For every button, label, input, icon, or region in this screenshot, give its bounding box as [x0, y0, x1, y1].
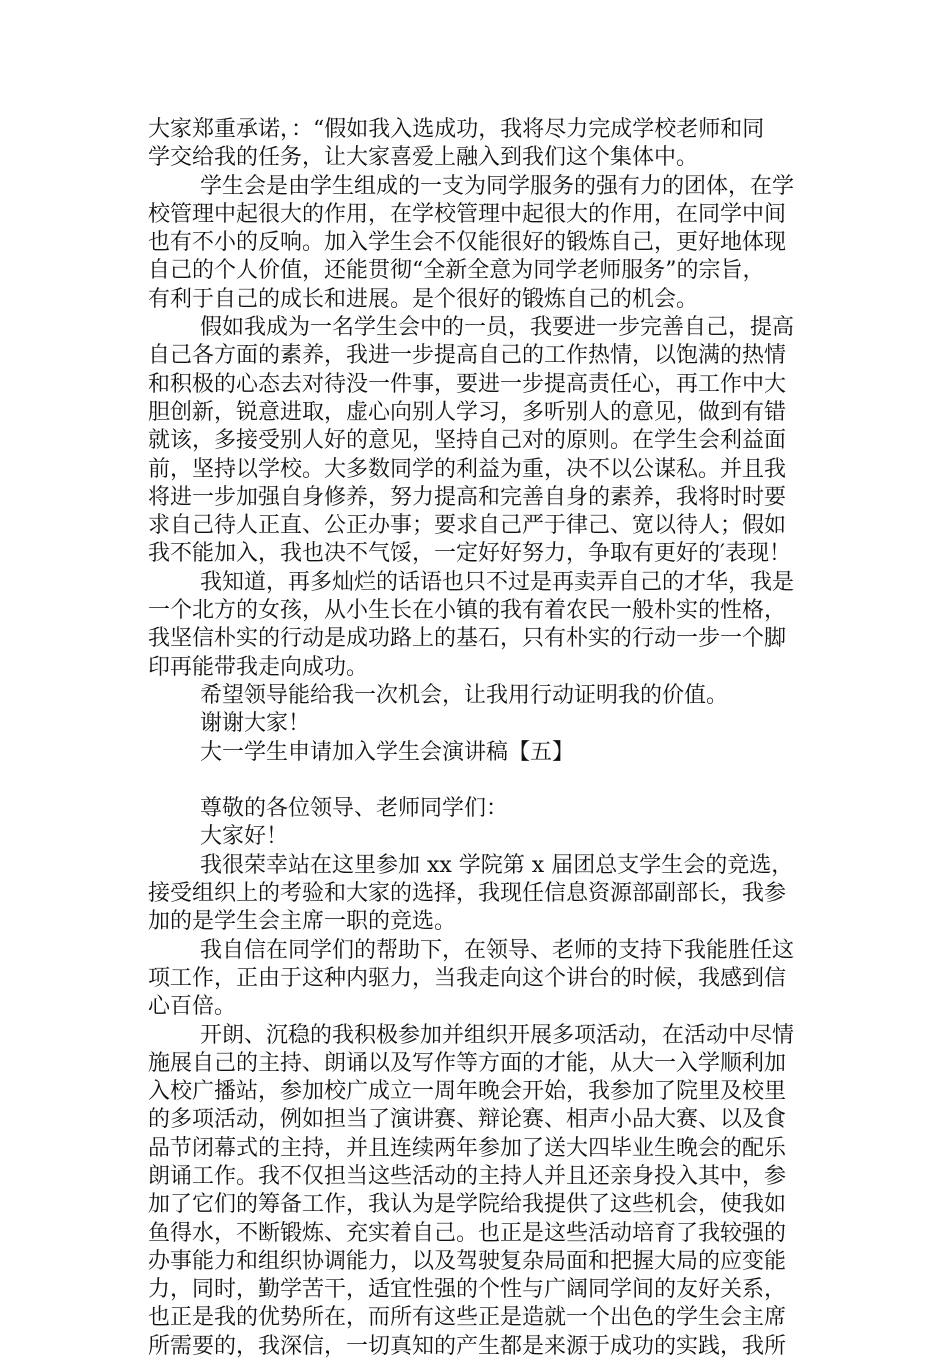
- text-line: 我坚信朴实的行动是成功路上的基石，只有朴实的行动一步一个脚: [148, 626, 787, 652]
- closing-line: 谢谢大家！: [200, 711, 311, 737]
- text-line: 将进一步加强自身修养，努力提高和完善自身的素养，我将时时要: [148, 484, 787, 510]
- text-line: 办事能力和组织协调能力，以及驾驶复杂局面和把握大局的应变能: [148, 1248, 787, 1274]
- text-line: 朗诵工作。我不仅担当这些活动的主持人并且还亲身投入其中，参: [148, 1163, 787, 1189]
- greeting: 大家好！: [200, 824, 289, 850]
- text-line: 也正是我的优势所在，而所有这些正是造就一个出色的学生会主席: [148, 1305, 787, 1331]
- text-line: 心百倍。: [148, 994, 237, 1020]
- text-line: 也有不小的反响。加入学生会不仅能很好的锻炼自己，更好地体现: [148, 230, 787, 256]
- text-line: 自己的个人价值，还能贯彻“全新全意为同学老师服务”的宗旨，: [148, 258, 765, 284]
- blank-line: [148, 767, 808, 795]
- paragraph-start: 开朗、沉稳的我积极参加并组织开展多项活动，在活动中尽情: [200, 1022, 795, 1048]
- paragraph-start: 学生会是由学生组成的一支为同学服务的强有力的团体，在学: [200, 173, 795, 199]
- text-line: 和积极的心态去对待没一件事，要进一步提高责任心，再工作中大: [148, 371, 787, 397]
- text-line: 学交给我的任务，让大家喜爱上融入到我们这个集体中。: [148, 145, 699, 171]
- paragraph-start: 我自信在同学们的帮助下，在领导、老师的支持下我能胜任这: [200, 937, 795, 963]
- text-line: 加的是学生会主席一职的竞选。: [148, 909, 457, 935]
- text-line: 项工作，正由于这种内驱力，当我走向这个讲台的时候，我感到信: [148, 965, 787, 991]
- text-line: 的多项活动，例如担当了演讲赛、辩论赛、相声小品大赛、以及食: [148, 1107, 787, 1133]
- text-line: 加了它们的筹备工作，我认为是学院给我提供了这些机会，使我如: [148, 1192, 787, 1218]
- section-heading: 大一学生申请加入学生会演讲稿【五】: [200, 739, 575, 765]
- paragraph-start: 希望领导能给我一次机会，让我用行动证明我的价值。: [200, 682, 729, 708]
- salutation: 尊敬的各位领导、老师同学们：: [200, 796, 509, 822]
- text-line: 前，坚持以学校。大多数同学的利益为重，决不以公谋私。并且我: [148, 456, 787, 482]
- paragraph-start: 我知道，再多灿烂的话语也只不过是再卖弄自己的才华，我是: [200, 569, 795, 595]
- text-line: 大家郑重承诺，：“假如我入选成功，我将尽力完成学校老师和同: [148, 117, 765, 142]
- text-line: 校管理中起很大的作用，在学校管理中起很大的作用，在同学中间: [148, 201, 787, 227]
- text-line: 力，同时，勤学苦干，适宜性强的个性与广阔同学间的友好关系，: [148, 1277, 787, 1303]
- text-line: 求自己待人正直、公正办事；要求自己严于律己、宽以待人；假如: [148, 513, 787, 539]
- document-page: [148, 116, 808, 1361]
- text-line: 有利于自己的成长和进展。是个很好的锻炼自己的机会。: [148, 286, 699, 312]
- text-line: 印再能带我走向成功。: [148, 654, 369, 680]
- text-line: 入校广播站，参加校广成立一周年晚会开始，我参加了院里及校里: [148, 1079, 787, 1105]
- text-line: 接受组织上的考验和大家的选择，我现任信息资源部副部长，我参: [148, 881, 787, 907]
- text-line: 胆创新，锐意进取，虚心向别人学习，多听别人的意见，做到有错: [148, 399, 787, 425]
- text-line: 鱼得水，不断锻炼、充实着自己。也正是这些活动培育了我较强的: [148, 1220, 787, 1246]
- text-line: 一个北方的女孩，从小生长在小镇的我有着农民一般朴实的性格，: [148, 598, 787, 624]
- text-line: 施展自己的主持、朗诵以及写作等方面的才能，从大一入学顺利加: [148, 1050, 787, 1076]
- text-line: 我不能加入，我也决不气馁，一定好好努力，争取有更好的′表现！: [148, 541, 791, 567]
- text-line: 品节闭幕式的主持，并且连续两年参加了送大四毕业生晚会的配乐: [148, 1135, 787, 1161]
- paragraph-start: 假如我成为一名学生会中的一员，我要进一步完善自己，提高: [200, 315, 795, 341]
- text-line: 自己各方面的素养，我进一步提高自己的工作热情，以饱满的热情: [148, 343, 787, 369]
- text-line: 所需要的，我深信，一切真知的产生都是来源于成功的实践，我所: [148, 1333, 787, 1359]
- text-line: 就该，多接受别人好的意见，坚持自己对的原则。在学生会利益面: [148, 428, 787, 454]
- paragraph-start: 我很荣幸站在这里参加 xx 学院第 x 届团总支学生会的竞选，: [200, 852, 794, 878]
